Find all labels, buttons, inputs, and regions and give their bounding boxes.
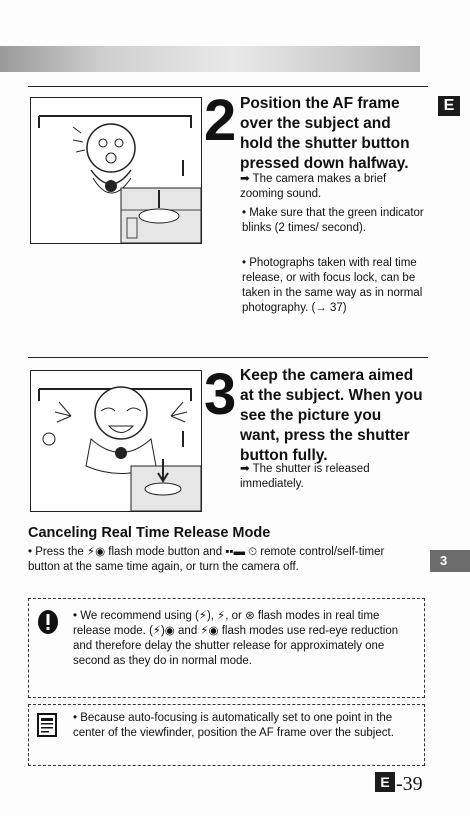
- step2-illustration: [30, 97, 202, 244]
- step2-result: ➡ The camera makes a brief zooming sound.: [240, 173, 387, 200]
- memo-box: [28, 704, 425, 766]
- language-tab: E: [438, 96, 460, 116]
- caution-text: • We recommend using (⚡), ⚡, or ⊛ flash modes in real time release mode. (⚡)◉ and ⚡◉ flash modes use red-eye reduction and therefore delay the shutter release for approximately one second as they do in normal mode.: [73, 610, 399, 667]
- page-number-text: -39: [396, 773, 423, 795]
- header-bar: [0, 46, 420, 72]
- memo-text: • Because auto-focusing is automatically set to one point in the center of the viewfinder, position the AF frame over the subject.: [73, 712, 394, 739]
- cancel-section-title: Canceling Real Time Release Mode: [28, 525, 271, 541]
- caution-box: [28, 598, 425, 698]
- caution-icon: [37, 609, 59, 635]
- step2-title: Position the AF frame over the subject and hold the shutter button pressed down halfway.: [240, 95, 410, 172]
- step2-bullet-2: • Photographs taken with real time release, or with focus lock, can be taken in the same way as in normal photography. (→ 37): [242, 257, 423, 314]
- page-number: [375, 772, 423, 796]
- step3-illustration: [30, 370, 202, 512]
- step2-bullet-1: • Make sure that the green indicator blinks (2 times/ second).: [242, 207, 424, 234]
- page-language-badge: E: [375, 772, 395, 792]
- chapter-tab: 3: [430, 550, 470, 572]
- step3-figure-svg: [31, 371, 201, 511]
- divider-step3: [28, 357, 428, 358]
- step3-title: Keep the camera aimed at the subject. When you see the picture you want, press the shutter button fully.: [240, 367, 423, 464]
- step2-number: 2: [204, 88, 235, 153]
- step3-result: ➡ The shutter is released immediately.: [240, 463, 370, 490]
- step3-number: 3: [204, 362, 235, 427]
- divider-step2: [28, 86, 428, 87]
- step2-figure-svg: [31, 98, 201, 243]
- memo-icon: [37, 713, 57, 737]
- cancel-section-text: • Press the ⚡◉ flash mode button and ▪▪▬ ⏲ remote control/self-timer button at the same time again, or turn the camera off.: [28, 546, 385, 573]
